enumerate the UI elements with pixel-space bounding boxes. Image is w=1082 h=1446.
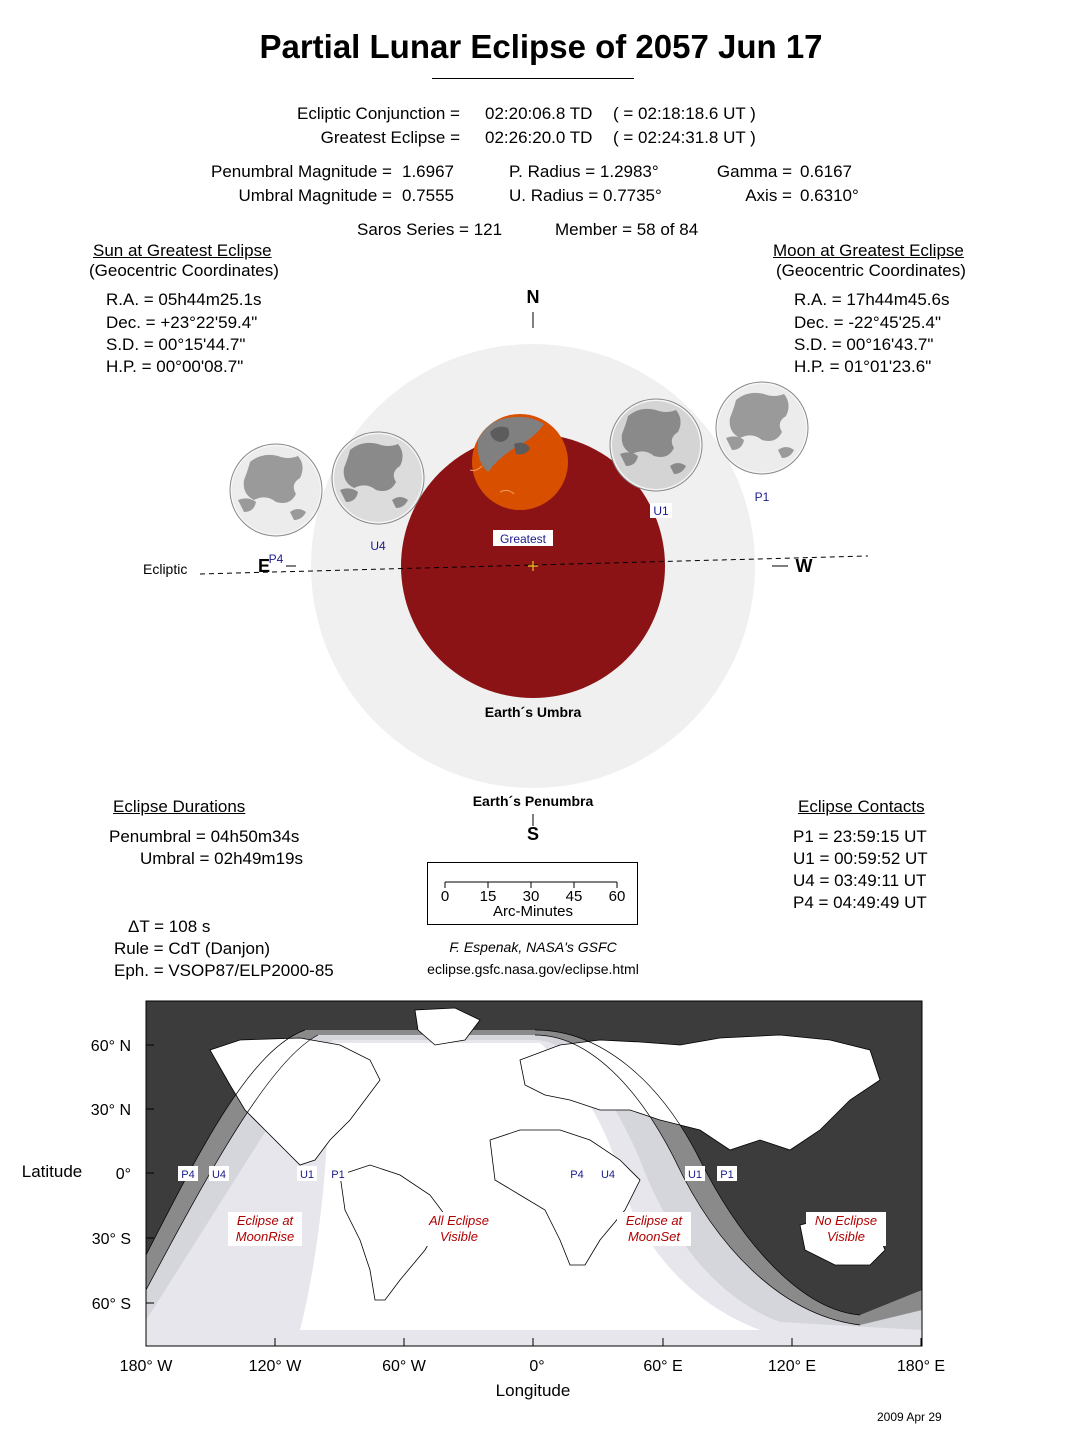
moon-hp: H.P. = 01°01'23.6" <box>794 357 932 376</box>
contact-u4-label: U4 <box>370 539 386 553</box>
lon-tick-label: 180° E <box>896 1358 946 1375</box>
gamma-label: Gamma = <box>716 162 792 181</box>
lat-tick-label: 0° <box>115 1166 131 1183</box>
moon-p1 <box>716 382 808 474</box>
page-date: 2009 Apr 29 <box>877 1410 942 1424</box>
scale-tick-label: 45 <box>565 888 583 905</box>
scale-tick-label: 30 <box>522 888 540 905</box>
contacts-heading: Eclipse Contacts <box>798 797 925 816</box>
moon-dec: Dec. = -22°45'25.4" <box>794 313 941 332</box>
lon-tick-label: 180° W <box>119 1358 173 1375</box>
zone-moonrise-line2: MoonRise <box>235 1229 295 1244</box>
moon-ra: R.A. = 17h44m45.6s <box>794 290 950 309</box>
zone-moonset-line1: Eclipse at <box>625 1213 683 1228</box>
visibility-map <box>0 995 1082 1425</box>
map-marker-label: U1 <box>299 1169 315 1181</box>
map-marker-label: P4 <box>570 1169 584 1181</box>
moon-u1 <box>610 399 702 491</box>
umbral-duration: Umbral = 02h49m19s <box>140 849 304 868</box>
umbra-label: Earth´s Umbra <box>484 704 582 720</box>
sun-heading: Sun at Greatest Eclipse <box>93 241 272 260</box>
lat-tick-label: 30° S <box>91 1231 131 1248</box>
contact-p4-label: P4 <box>268 552 284 566</box>
sun-hp: H.P. = 00°00'08.7" <box>106 357 244 376</box>
west-label: W <box>795 556 813 576</box>
zone-none-line2: Visible <box>826 1229 866 1244</box>
moon-p4 <box>230 444 322 536</box>
lon-tick-label: 120° W <box>248 1358 302 1375</box>
conjunction-ut: ( = 02:18:18.6 UT ) <box>613 104 756 123</box>
penumbral-magnitude-label: Penumbral Magnitude = <box>211 162 392 181</box>
penumbra-label: Earth´s Penumbra <box>472 793 594 809</box>
map-marker-label: U1 <box>687 1169 703 1181</box>
conjunction-label: Ecliptic Conjunction = <box>296 104 460 123</box>
contact-u1-label: U1 <box>653 504 669 518</box>
u-radius: U. Radius = 0.7735° <box>509 186 662 205</box>
greatest-ut: ( = 02:24:31.8 UT ) <box>613 128 756 147</box>
rule: Rule = CdT (Danjon) <box>114 939 271 958</box>
contact-u1: U1 = 00:59:52 UT <box>793 849 928 868</box>
axis-label: Axis = <box>745 186 792 205</box>
contact-p1-label: P1 <box>754 490 770 504</box>
south-label: S <box>526 824 540 840</box>
lat-tick-label: 60° S <box>91 1296 131 1313</box>
map-marker-label: P4 <box>181 1169 195 1181</box>
penumbral-duration: Penumbral = 04h50m34s <box>109 827 300 846</box>
sun-dec: Dec. = +23°22'59.4" <box>106 313 258 332</box>
east-label: E <box>257 556 271 576</box>
moon-subheading: (Geocentric Coordinates) <box>776 261 966 280</box>
zone-moonrise-line1: Eclipse at <box>236 1213 294 1228</box>
umbral-magnitude-label: Umbral Magnitude = <box>238 186 392 205</box>
arc-minute-scale <box>427 862 639 926</box>
title-underline <box>432 78 634 79</box>
source-url: eclipse.gsfc.nasa.gov/eclipse.html <box>427 961 639 977</box>
p-radius: P. Radius = 1.2983° <box>509 162 659 181</box>
map-marker-label: U4 <box>600 1169 616 1181</box>
umbral-magnitude: 0.7555 <box>402 186 454 205</box>
contact-p1: P1 = 23:59:15 UT <box>793 827 927 846</box>
lon-tick-label: 60° E <box>643 1358 683 1375</box>
gamma: 0.6167 <box>800 162 852 181</box>
map-xlabel: Longitude <box>495 1381 571 1400</box>
map-marker-label: P1 <box>720 1169 734 1181</box>
greatest-label: Greatest <box>499 532 547 546</box>
zone-moonset-line2: MoonSet <box>627 1229 681 1244</box>
penumbral-magnitude: 1.6967 <box>402 162 454 181</box>
moon-u4 <box>332 432 424 524</box>
page-title: Partial Lunar Eclipse of 2057 Jun 17 <box>259 28 823 65</box>
eclipse-diagram <box>0 280 1082 840</box>
zone-none-line1: No Eclipse <box>814 1213 878 1228</box>
map-marker-label: U4 <box>211 1169 227 1181</box>
lon-tick-label: 0° <box>529 1358 545 1375</box>
moon-heading: Moon at Greatest Eclipse <box>773 241 964 260</box>
saros-member: Member = 58 of 84 <box>555 220 699 239</box>
map-marker-label: P1 <box>331 1169 345 1181</box>
zone-all-line1: All Eclipse <box>429 1213 489 1228</box>
axis: 0.6310° <box>800 186 859 205</box>
delta-t: ΔT = 108 s <box>128 917 211 936</box>
durations-heading: Eclipse Durations <box>113 797 246 816</box>
lon-tick-label: 60° W <box>382 1358 426 1375</box>
lat-tick-label: 30° N <box>90 1102 131 1119</box>
greatest-td: 02:26:20.0 TD <box>485 128 593 147</box>
contact-u4: U4 = 03:49:11 UT <box>793 871 927 890</box>
conjunction-td: 02:20:06.8 TD <box>485 104 593 123</box>
sun-ra: R.A. = 05h44m25.1s <box>106 290 262 309</box>
sun-subheading: (Geocentric Coordinates) <box>89 261 279 280</box>
ecliptic-label: Ecliptic <box>143 561 188 577</box>
scale-tick-label: 15 <box>479 888 497 905</box>
scale-tick-label: 0 <box>440 888 450 905</box>
moon-sd: S.D. = 00°16'43.7" <box>794 335 934 354</box>
credit: F. Espenak, NASA's GSFC <box>449 939 617 955</box>
lon-tick-label: 120° E <box>767 1358 817 1375</box>
ephemeris: Eph. = VSOP87/ELP2000-85 <box>114 961 334 980</box>
sun-sd: S.D. = 00°15'44.7" <box>106 335 246 354</box>
greatest-label: Greatest Eclipse = <box>320 128 460 147</box>
map-ylabel: Latitude <box>21 1162 83 1181</box>
scale-label: Arc-Minutes <box>492 903 574 920</box>
north-label: N <box>526 287 540 307</box>
scale-tick-label: 60 <box>608 888 626 905</box>
zone-all-line2: Visible <box>439 1229 479 1244</box>
saros-series: Saros Series = 121 <box>357 220 503 239</box>
lat-tick-label: 60° N <box>90 1038 131 1055</box>
contact-p4: P4 = 04:49:49 UT <box>793 893 927 912</box>
